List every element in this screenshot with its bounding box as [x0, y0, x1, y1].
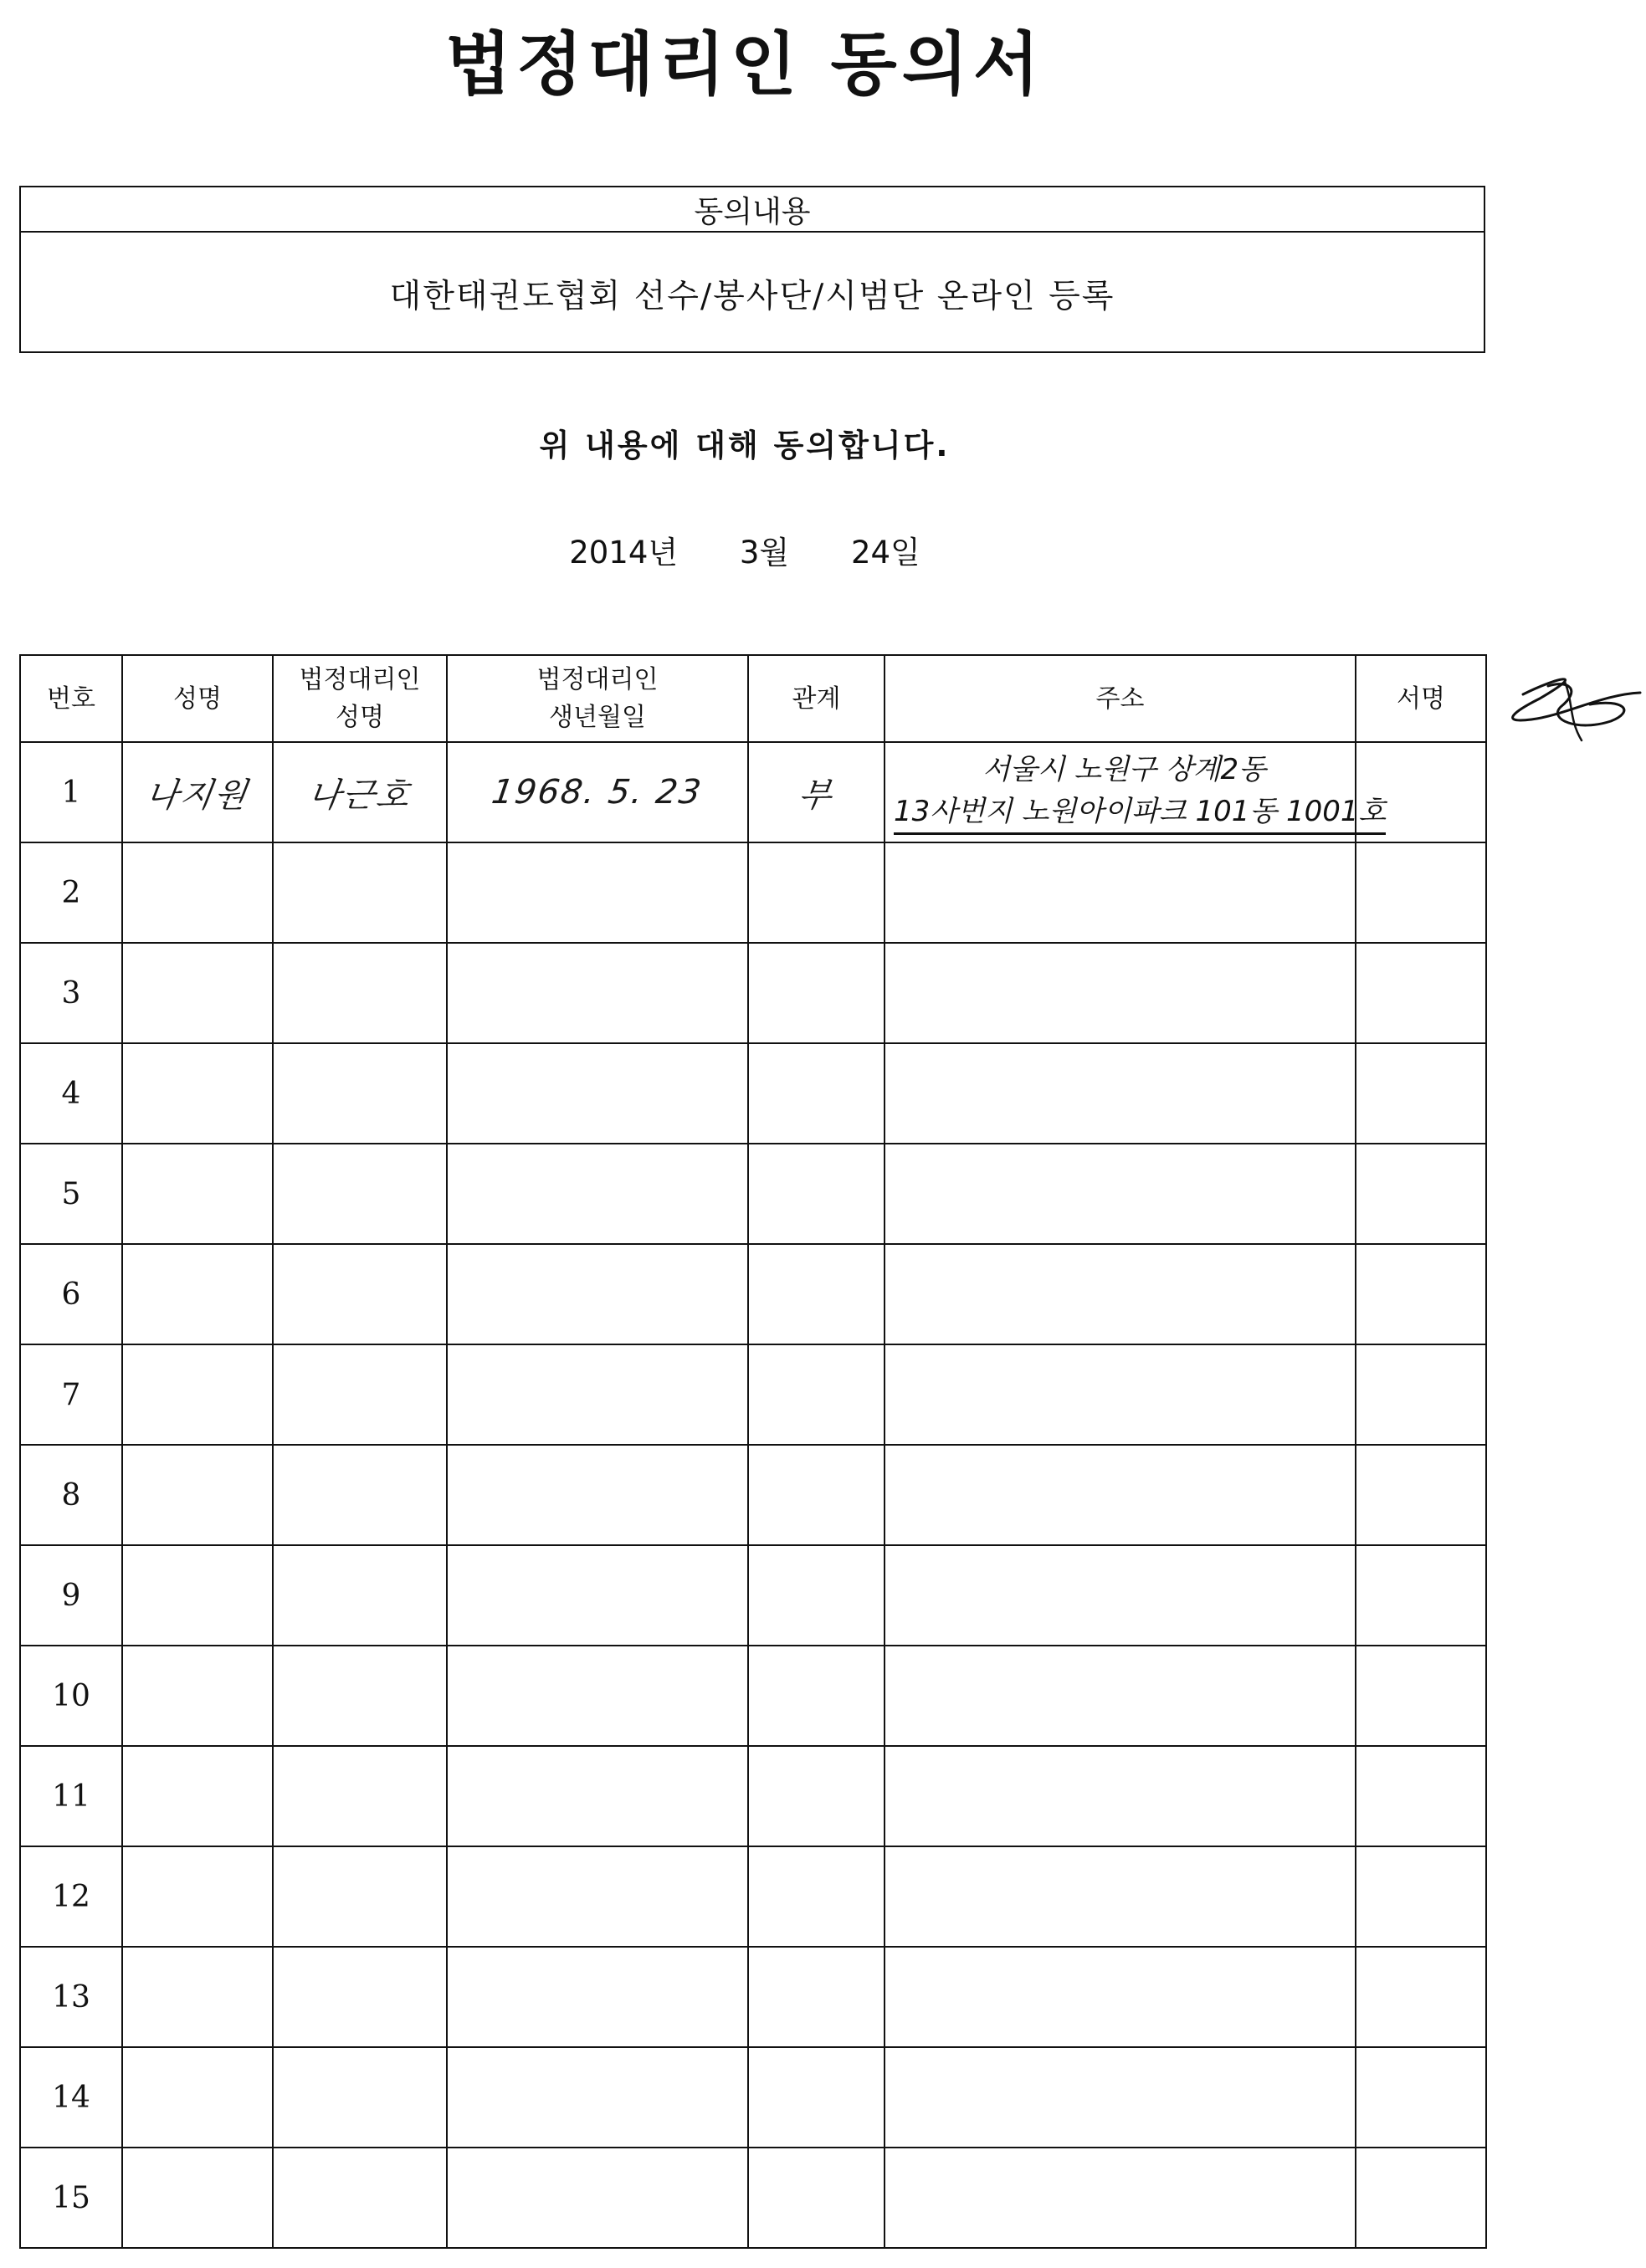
row-address: [885, 1947, 1356, 2047]
row-relation: [748, 742, 885, 842]
table-row: [20, 1144, 1486, 1244]
row-address: [885, 943, 1356, 1043]
handwritten-signature: [1423, 661, 1646, 761]
row-name: [122, 1646, 273, 1746]
row-guardian-name: [273, 1344, 447, 1445]
row-signature: [1356, 1846, 1486, 1947]
row-relation: [748, 1545, 885, 1646]
row-name: [122, 943, 273, 1043]
row-name: [122, 1445, 273, 1545]
row-signature: [1356, 943, 1486, 1043]
row-address: [885, 2047, 1356, 2148]
row-guardian-name: [273, 1846, 447, 1947]
row-signature: [1356, 2148, 1486, 2248]
row-guardian-birth: [447, 1445, 748, 1545]
row-relation: [748, 842, 885, 943]
row-name: [122, 1545, 273, 1646]
row-number: 6: [20, 1244, 122, 1344]
header-guardian-birth-line2: 생년월일: [549, 703, 646, 732]
row-name: [122, 1144, 273, 1244]
row-signature: [1356, 1646, 1486, 1746]
row-guardian-name: [273, 742, 447, 842]
row-guardian-name: [273, 1043, 447, 1144]
header-address: 주소: [885, 655, 1356, 742]
row-guardian-birth: [447, 1244, 748, 1344]
row-guardian-name: [273, 1244, 447, 1344]
row-relation: [748, 1144, 885, 1244]
consent-box: [19, 186, 1485, 353]
header-guardian-name: [273, 655, 447, 742]
row-signature: [1356, 1244, 1486, 1344]
date-day: 24일: [850, 535, 920, 571]
row-guardian-birth: [447, 1646, 748, 1746]
row-name: [122, 742, 273, 842]
row-address: [885, 742, 1387, 842]
row-address: [885, 1244, 1356, 1344]
row-relation: [748, 1244, 885, 1344]
header-relation: 관계: [748, 655, 885, 742]
row-name: [122, 2047, 273, 2148]
document-title: 법정대리인 동의서: [444, 24, 1045, 105]
row-address: [885, 842, 1356, 943]
header-guardian-birth-line1: 법정대리인: [536, 665, 659, 694]
row-number: 7: [20, 1344, 122, 1445]
date-month: 3월: [739, 535, 790, 571]
row-address: [885, 1144, 1356, 1244]
row-guardian-name: [273, 943, 447, 1043]
handwritten-guardian-name: 나근호: [305, 776, 413, 815]
header-guardian-name-line2: 성명: [336, 703, 384, 732]
guardian-roster-table: [19, 654, 1487, 2249]
row-guardian-birth: [447, 2148, 748, 2248]
row-signature: [1356, 1043, 1486, 1144]
row-guardian-birth: [447, 1144, 748, 1244]
handwritten-name: 나지원: [143, 776, 251, 815]
row-guardian-name: [273, 1646, 447, 1746]
row-guardian-name: [273, 1445, 447, 1545]
row-guardian-name: [273, 1947, 447, 2047]
row-number: 4: [20, 1043, 122, 1144]
row-address: [885, 1646, 1356, 1746]
agreement-statement: 위 내용에 대해 동의합니다.: [539, 427, 951, 463]
signing-date: [0, 527, 1490, 572]
header-name: 성명: [122, 655, 273, 742]
row-number: 15: [20, 2148, 122, 2248]
row-guardian-birth: [447, 842, 748, 943]
table-row: [20, 1746, 1486, 1846]
row-relation: [748, 2148, 885, 2248]
row-address: [885, 1746, 1356, 1846]
table-row: [20, 2047, 1486, 2148]
table-row: [20, 842, 1486, 943]
row-number: 3: [20, 943, 122, 1043]
date-year: 2014년: [569, 535, 679, 571]
row-signature: [1356, 842, 1486, 943]
row-guardian-name: [273, 2047, 447, 2148]
row-guardian-birth: [447, 1344, 748, 1445]
row-number: 2: [20, 842, 122, 943]
row-relation: [748, 1947, 885, 2047]
row-number: 9: [20, 1545, 122, 1646]
table-header-row: [20, 655, 1486, 742]
row-guardian-birth: [447, 1746, 748, 1846]
row-relation: [748, 1746, 885, 1846]
row-signature: [1356, 1746, 1486, 1846]
row-signature: [1356, 1947, 1486, 2047]
row-address: [885, 1545, 1356, 1646]
row-number: 8: [20, 1445, 122, 1545]
table-row: [20, 742, 1486, 842]
row-number: 5: [20, 1144, 122, 1244]
table-row: [20, 1545, 1486, 1646]
header-signature: 서명: [1356, 655, 1486, 742]
row-name: [122, 842, 273, 943]
handwritten-address-line2: 13사번지 노원아이파크 101동 1001호: [894, 791, 1386, 835]
row-signature: [1356, 1344, 1486, 1445]
row-guardian-birth: [447, 1545, 748, 1646]
row-address: [885, 1043, 1356, 1144]
row-guardian-birth: [447, 1043, 748, 1144]
row-number: 14: [20, 2047, 122, 2148]
row-name: [122, 1846, 273, 1947]
row-relation: [748, 1344, 885, 1445]
row-guardian-birth: [447, 1846, 748, 1947]
consent-body: 대한태권도협회 선수/봉사단/시범단 온라인 등록: [389, 278, 1115, 315]
row-relation: [748, 943, 885, 1043]
row-guardian-name: [273, 842, 447, 943]
row-signature: [1356, 1445, 1486, 1545]
row-guardian-birth: [447, 1947, 748, 2047]
row-number: 10: [20, 1646, 122, 1746]
consent-header: 동의내용: [21, 187, 1484, 233]
row-name: [122, 1947, 273, 2047]
row-name: [122, 1043, 273, 1144]
handwritten-guardian-birth: 1968. 5. 23: [490, 773, 705, 811]
table-row: [20, 1244, 1486, 1344]
row-number: 12: [20, 1846, 122, 1947]
row-signature: [1356, 1144, 1486, 1244]
table-row: [20, 943, 1486, 1043]
row-signature: [1356, 1545, 1486, 1646]
table-row: [20, 1947, 1486, 2047]
row-relation: [748, 1445, 885, 1545]
table-row: [20, 1445, 1486, 1545]
row-guardian-name: [273, 1545, 447, 1646]
row-name: [122, 1746, 273, 1846]
row-name: [122, 1244, 273, 1344]
row-signature: [1356, 2047, 1486, 2148]
header-guardian-name-line1: 법정대리인: [299, 665, 421, 694]
row-guardian-name: [273, 1144, 447, 1244]
row-number: 13: [20, 1947, 122, 2047]
row-guardian-birth: [447, 742, 748, 842]
row-address: [885, 1445, 1356, 1545]
table-row: [20, 1344, 1486, 1445]
handwritten-relation: 부: [796, 776, 836, 815]
row-address: [885, 1846, 1356, 1947]
table-row: [20, 2148, 1486, 2248]
table-row: [20, 1043, 1486, 1144]
header-number: 번호: [20, 655, 122, 742]
row-guardian-name: [273, 2148, 447, 2248]
row-address: [885, 1344, 1356, 1445]
handwritten-address-line1: 서울시 노원구 상계2동: [982, 753, 1266, 787]
header-guardian-birth: [447, 655, 748, 742]
row-name: [122, 2148, 273, 2248]
row-guardian-name: [273, 1746, 447, 1846]
row-guardian-birth: [447, 943, 748, 1043]
row-number: 1: [20, 742, 122, 842]
row-guardian-birth: [447, 2047, 748, 2148]
table-row: [20, 1846, 1486, 1947]
row-relation: [748, 1043, 885, 1144]
row-relation: [748, 1646, 885, 1746]
row-name: [122, 1344, 273, 1445]
row-number: 11: [20, 1746, 122, 1846]
row-relation: [748, 2047, 885, 2148]
row-address: [885, 2148, 1356, 2248]
row-relation: [748, 1846, 885, 1947]
table-row: [20, 1646, 1486, 1746]
